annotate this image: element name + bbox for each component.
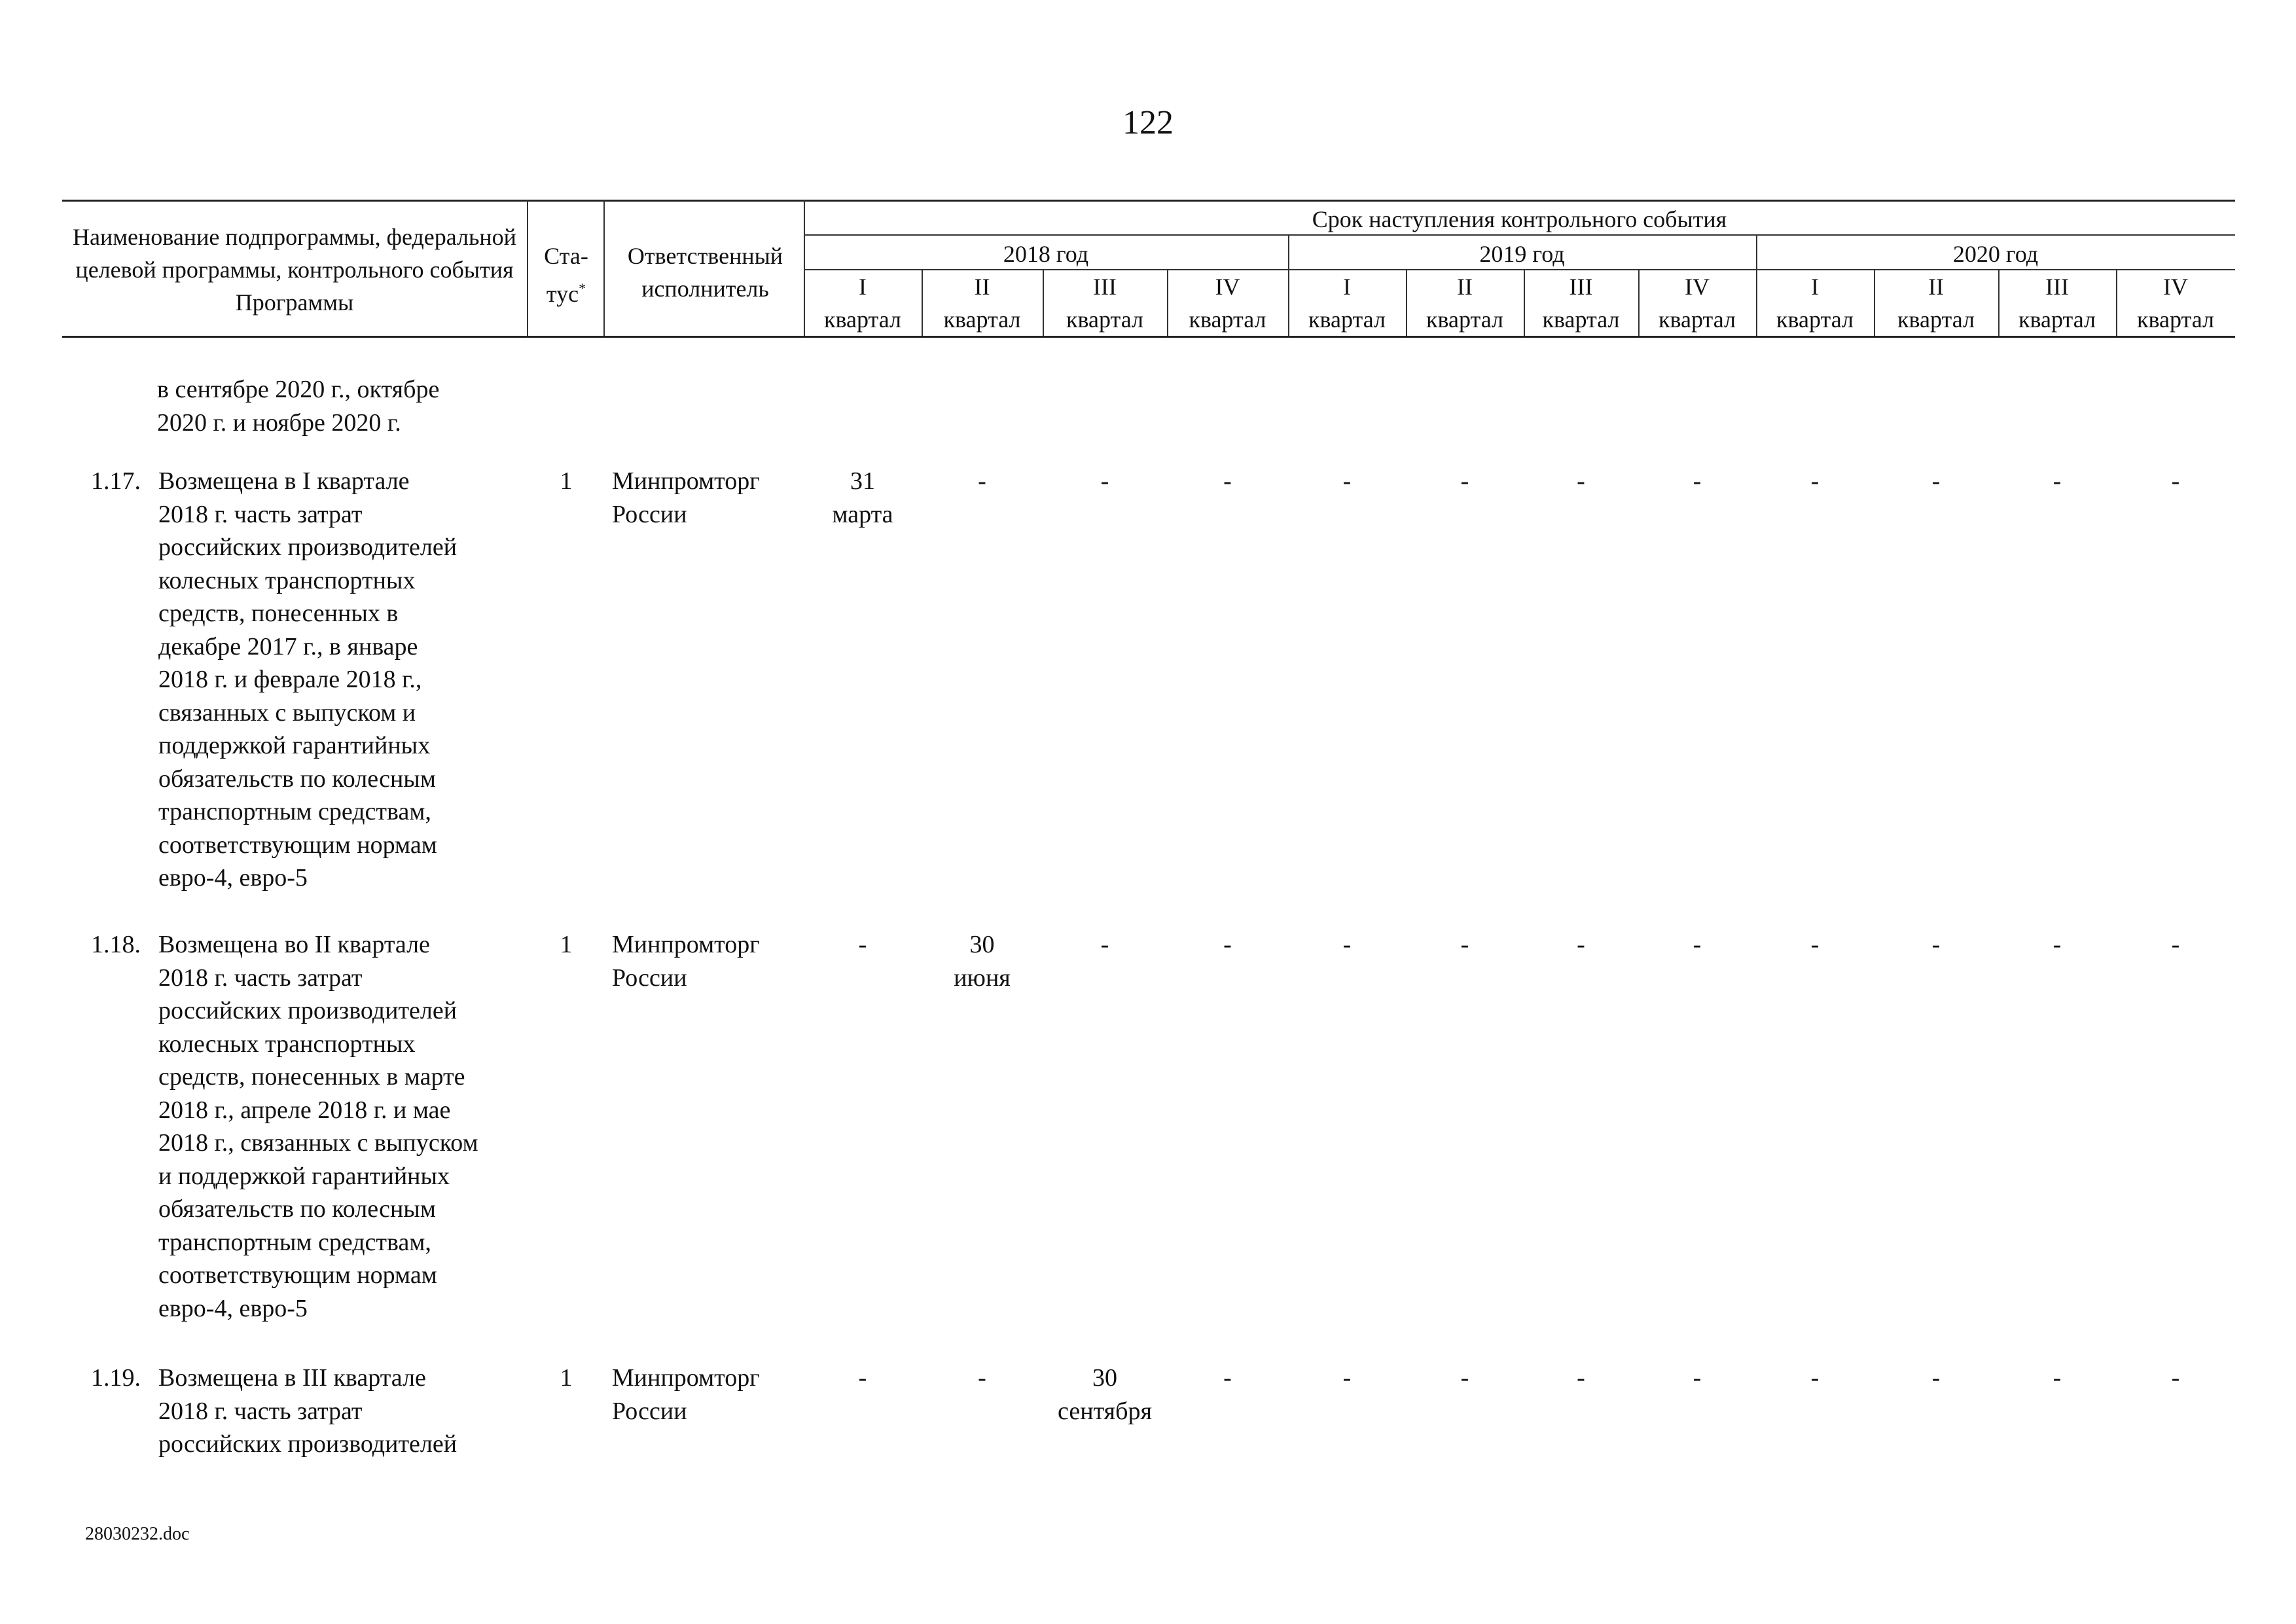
- row-quarter-value: -: [2171, 467, 2180, 495]
- row-quarter-value: -: [1460, 1364, 1469, 1392]
- quarter-header-10: [1874, 270, 1998, 336]
- row-number: 1.17.: [91, 467, 141, 495]
- quarter-numeral: II: [1457, 274, 1473, 300]
- quarter-numeral: III: [2045, 274, 2069, 300]
- table-top-rule: [62, 200, 2235, 202]
- row-executor: Минпромторг России: [612, 1364, 760, 1425]
- row-name: Возмещена в III квартале 2018 г. часть затрат российских производителей: [158, 1364, 457, 1458]
- row-quarter-value: -: [1100, 931, 1109, 958]
- quarter-word: квартал: [1189, 306, 1266, 333]
- quarter-numeral: IV: [1685, 274, 1710, 300]
- header-executor-col: Ответственный исполнитель: [627, 243, 783, 302]
- row-quarter-value: -: [2053, 1364, 2062, 1392]
- quarter-word: квартал: [1066, 306, 1143, 333]
- quarter-header-6: [1406, 270, 1524, 336]
- row-status: 1: [560, 1364, 573, 1392]
- row-quarter-value: -: [1693, 1364, 1702, 1392]
- quarter-word: квартал: [1308, 306, 1386, 333]
- quarter-word: квартал: [1542, 306, 1620, 333]
- row-quarter-value: -: [1577, 1364, 1585, 1392]
- header-year-2020: 2020 год: [1952, 241, 2039, 267]
- row-quarter-value: -: [1460, 931, 1469, 958]
- quarter-header-12: [2116, 270, 2235, 336]
- row-quarter-value: -: [1810, 467, 1820, 495]
- row-quarter-value: -: [2171, 1364, 2180, 1392]
- quarter-numeral: III: [1569, 274, 1593, 300]
- quarter-header-1: [804, 270, 922, 336]
- quarter-header-7: [1524, 270, 1638, 336]
- header-status-mark: *: [579, 280, 586, 297]
- quarter-numeral: II: [974, 274, 990, 300]
- col-divider-name: [527, 200, 528, 336]
- quarter-header-11: [1998, 270, 2116, 336]
- row-quarter-value: -: [2053, 467, 2062, 495]
- quarter-numeral: IV: [1215, 274, 1240, 300]
- row-executor: Минпромторг России: [612, 931, 760, 992]
- quarter-numeral: IV: [2163, 274, 2188, 300]
- row-quarter-value: -: [1931, 931, 1941, 958]
- row-quarter-value: -: [1810, 931, 1820, 958]
- quarter-word: квартал: [1426, 306, 1503, 333]
- row-quarter-value: -: [978, 1364, 986, 1392]
- quarter-word: квартал: [2018, 306, 2096, 333]
- row-quarter-value: -: [2053, 931, 2062, 958]
- row-quarter-value: -: [1342, 1364, 1352, 1392]
- quarter-header-2: [922, 270, 1043, 336]
- row-quarter-value: -: [1342, 467, 1352, 495]
- row-quarter-value: -: [1223, 1364, 1232, 1392]
- header-name-col: Наименование подпрограммы, федеральной целевой программы, контрольного события Программы: [73, 224, 516, 316]
- quarter-numeral: I: [1343, 274, 1351, 300]
- row-quarter-value: -: [1100, 467, 1109, 495]
- header-year-2019: 2019 год: [1479, 241, 1565, 267]
- header-status-col: [530, 240, 602, 310]
- quarter-word: квартал: [824, 306, 901, 333]
- row-status: 1: [560, 931, 573, 958]
- header-status-line2: тус: [546, 281, 579, 307]
- quarter-header-9: [1756, 270, 1874, 336]
- header-status-line1: Ста-: [544, 243, 588, 269]
- quarter-numeral: III: [1093, 274, 1117, 300]
- row-quarter-value: -: [1460, 467, 1469, 495]
- quarter-numeral: II: [1928, 274, 1944, 300]
- row-quarter-value: -: [1577, 931, 1585, 958]
- footer-filename: 28030232.doc: [85, 1524, 190, 1544]
- row-number: 1.19.: [91, 1364, 141, 1392]
- quarter-header-5: [1288, 270, 1406, 336]
- quarter-word: квартал: [943, 306, 1021, 333]
- row-status: 1: [560, 467, 573, 495]
- row-quarter-value: -: [1810, 1364, 1820, 1392]
- row-name: Возмещена в I квартале 2018 г. часть затрат российских производителей колесных транспортных средств, понесенных в декабре 2017 г., в январе 2018 г. и феврале 2018 г., связанных с выпуском и поддержкой гарантийных обязательств по колесным транспортным средствам, соответствующим нормам евро-4, евро-5: [158, 467, 457, 892]
- row-quarter-value: -: [1693, 467, 1702, 495]
- row-quarter-value: -: [1693, 931, 1702, 958]
- row-quarter-value: -: [1223, 931, 1232, 958]
- quarter-header-4: [1167, 270, 1288, 336]
- row-quarter-value: 31 марта: [832, 467, 893, 528]
- quarter-numeral: I: [859, 274, 867, 300]
- row-quarter-value: -: [1931, 1364, 1941, 1392]
- row-quarter-value: -: [1223, 467, 1232, 495]
- row-quarter-value: -: [858, 931, 867, 958]
- table-header-bottom-rule: [62, 336, 2235, 338]
- quarter-header-8: [1638, 270, 1756, 336]
- quarter-word: квартал: [2137, 306, 2214, 333]
- quarter-word: квартал: [1659, 306, 1736, 333]
- row-quarter-value: 30 июня: [954, 931, 1011, 992]
- row-quarter-value: -: [978, 467, 986, 495]
- row-quarter-value: -: [2171, 931, 2180, 958]
- quarter-header-3: [1043, 270, 1167, 336]
- row-executor: Минпромторг России: [612, 467, 760, 528]
- row-quarter-value: -: [1577, 467, 1585, 495]
- row-number: 1.18.: [91, 931, 141, 958]
- row-quarter-value: -: [1931, 467, 1941, 495]
- row-quarter-value: -: [858, 1364, 867, 1392]
- row-quarter-value: -: [1342, 931, 1352, 958]
- quarter-word: квартал: [1776, 306, 1854, 333]
- row-name: Возмещена во II квартале 2018 г. часть затрат российских производителей колесных транспортных средств, понесенных в марте 2018 г., апреле 2018 г. и мае 2018 г., связанных с выпуском и поддержкой гарантийных обязательств по колесным транспортным средствам, соответствующим нормам евро-4, евро-5: [158, 931, 478, 1322]
- row-quarter-value: 30 сентября: [1058, 1364, 1152, 1425]
- quarter-word: квартал: [1897, 306, 1975, 333]
- header-deadline-group: Срок наступления контрольного события: [1312, 206, 1727, 232]
- page-number: 122: [1122, 104, 1174, 141]
- continuation-text: в сентябре 2020 г., октябре 2020 г. и ноябре 2020 г.: [157, 376, 440, 437]
- quarter-numeral: I: [1811, 274, 1819, 300]
- col-divider-status: [603, 200, 605, 336]
- header-year-2018: 2018 год: [1003, 241, 1089, 267]
